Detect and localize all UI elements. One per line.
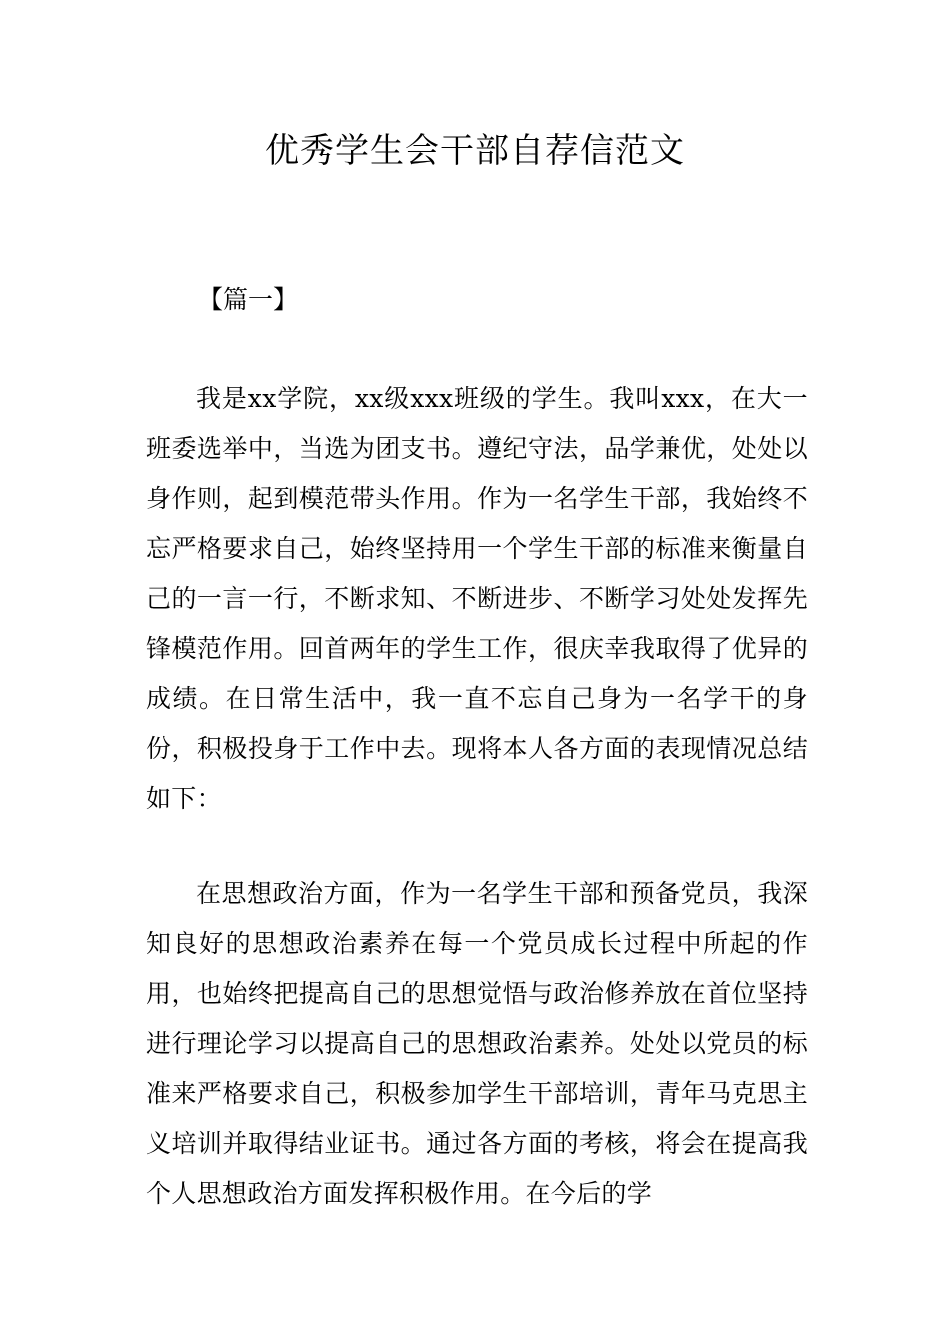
body-paragraph: 我是xx学院，xx级xxx班级的学生。我叫xxx，在大一班委选举中，当选为团支书。遵纪守法，品学兼优，处处以身作则，起到模范带头作用。作为一名学生干部，我始终不忘严格要求自己，始终坚持用一个学生干部的标准来衡量自己的一言一行，不断求知、不断进步、不断学习处处发挥先锋模范作用。回首两年的学生工作，很庆幸我取得了优异的成绩。在日常生活中，我一直不忘自己身为一名学干的身份，积极投身于工作中去。现将本人各方面的表现情况总结如下： xyxy=(146,384,808,813)
body-paragraph: 在思想政治方面，作为一名学生干部和预备党员，我深知良好的思想政治素养在每一个党员成长过程中所起的作用，也始终把提高自己的思想觉悟与政治修养放在首位坚持进行理论学习以提高自己的思想政治素养。处处以党员的标准来严格要求自己，积极参加学生干部培训，青年马克思主义培训并取得结业证书。通过各方面的考核，将会在提高我个人思想政治方面发挥积极作用。在今后的学 xyxy=(146,879,808,1208)
document-title: 优秀学生会干部自荐信范文 xyxy=(265,131,685,171)
section-heading: 【篇一】 xyxy=(198,285,299,314)
